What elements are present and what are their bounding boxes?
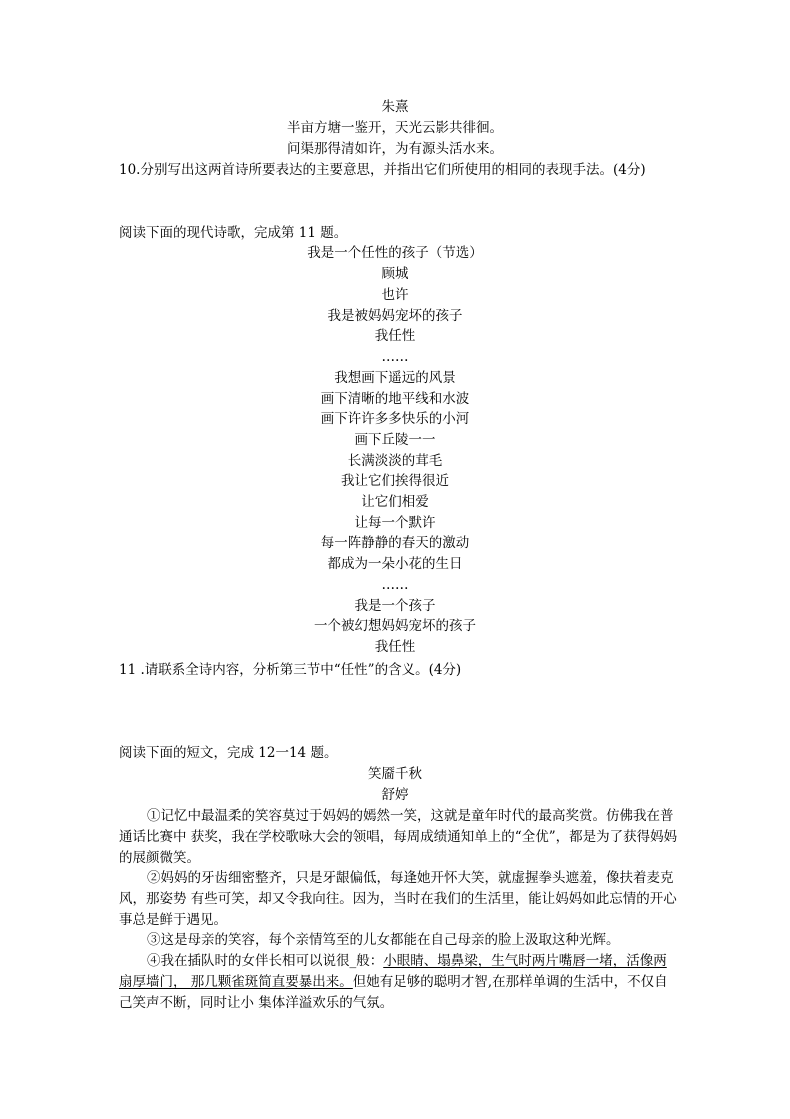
poem2-line: 一个被幻想妈妈宠坏的孩子	[314, 618, 476, 635]
poem2-line: 也许	[381, 287, 409, 303]
section-intro-essay: 阅读下面的短文，完成 12一14 题。	[119, 745, 338, 761]
essay-p4-underlined: 小眼睛、塌鼻梁，生气时两片嘴唇一堵，活像两扇厚墙门， 那几颗雀斑简直要暴出来。	[119, 953, 667, 990]
question-11: 11 .请联系全诗内容，分析第三节中“任性”的含义。(4分)	[119, 662, 462, 678]
poem2-line: ……	[381, 349, 409, 366]
essay-author: 舒婷	[381, 787, 409, 803]
essay-p4-intro: ④我在插队时的女伴长相可以说很_般：	[147, 953, 384, 969]
poem2-line: 让它们相爱	[361, 494, 429, 510]
poem1-line-2: 问渠那得清如许，为有源头活水来。	[287, 141, 503, 157]
poem2-line: 我是被妈妈宠坏的孩子	[327, 307, 463, 324]
poem2-author: 顾城	[381, 266, 409, 282]
poem2-line: 我想画下遥远的风景	[334, 369, 456, 386]
essay-paragraph-2: ②妈妈的牙齿细密整齐，只是牙龈偏低，每逢她开怀大笑，就虚握拳头遮羞，像扶着麦克风，那姿势 有些可笑，却又令我向往。因为，当时在我们的生活里，能让妈妈如此忘情的开心事总是鲜于遇见。	[119, 870, 677, 928]
poem2-line: 每一阵静静的春天的激动	[320, 535, 470, 552]
poem2-line: ……	[381, 576, 409, 593]
poem2-line: 画下清晰的地平线和水波	[320, 390, 470, 407]
poem2-line: 我任性	[374, 638, 416, 655]
poem2-line: 让每一个默许	[354, 514, 436, 531]
poem2-line: 长满淡淡的茸毛	[347, 452, 443, 469]
essay-paragraph-4	[119, 951, 679, 1013]
poem2-line: 我是一个孩子	[354, 597, 436, 614]
essay-p4-rest: 但她有足够的聪明才智,在那样单调的生活中，不仅自己笑声不断，同时让小 集体洋溢欢乐的气氛。	[119, 973, 668, 1011]
essay-paragraph-1: ①记忆中最温柔的笑容莫过于妈妈的嫣然一笑，这就是童年时代的最高奖赏。仿佛我在普通话比赛中 获奖，我在学校歌咏大会的领唱，每周成绩通知单上的“全优”，都是为了获得妈妈的展颜微笑。	[119, 808, 678, 866]
poem1-line-1: 半亩方塘一鉴开，天光云影共徘徊。	[287, 120, 503, 136]
essay-paragraph-3: ③这是母亲的笑容，每个亲情笃至的儿女都能在自己母亲的脸上汲取这种光辉。	[147, 932, 620, 948]
poem2-line: 画下丘陵一一	[354, 431, 436, 448]
poem2-line: 都成为一朵小花的生日	[327, 556, 463, 573]
question-10: 10.分别写出这两首诗所要表达的主要意思，并指出它们所使用的相同的表现手法。(4分)	[119, 162, 646, 178]
poem2-line: 我让它们挨得很近	[341, 473, 449, 490]
essay-title: 笑靥千秋	[368, 766, 422, 782]
poem2-title: 我是一个任性的孩子（节选）	[307, 245, 483, 261]
poem2-line: 画下许许多多快乐的小河	[320, 411, 470, 428]
poem1-author: 朱熹	[381, 99, 409, 115]
poem2-line: 我任性	[374, 328, 416, 345]
section-intro-poem: 阅读下面的现代诗歌，完成第 11 题。	[119, 225, 348, 241]
